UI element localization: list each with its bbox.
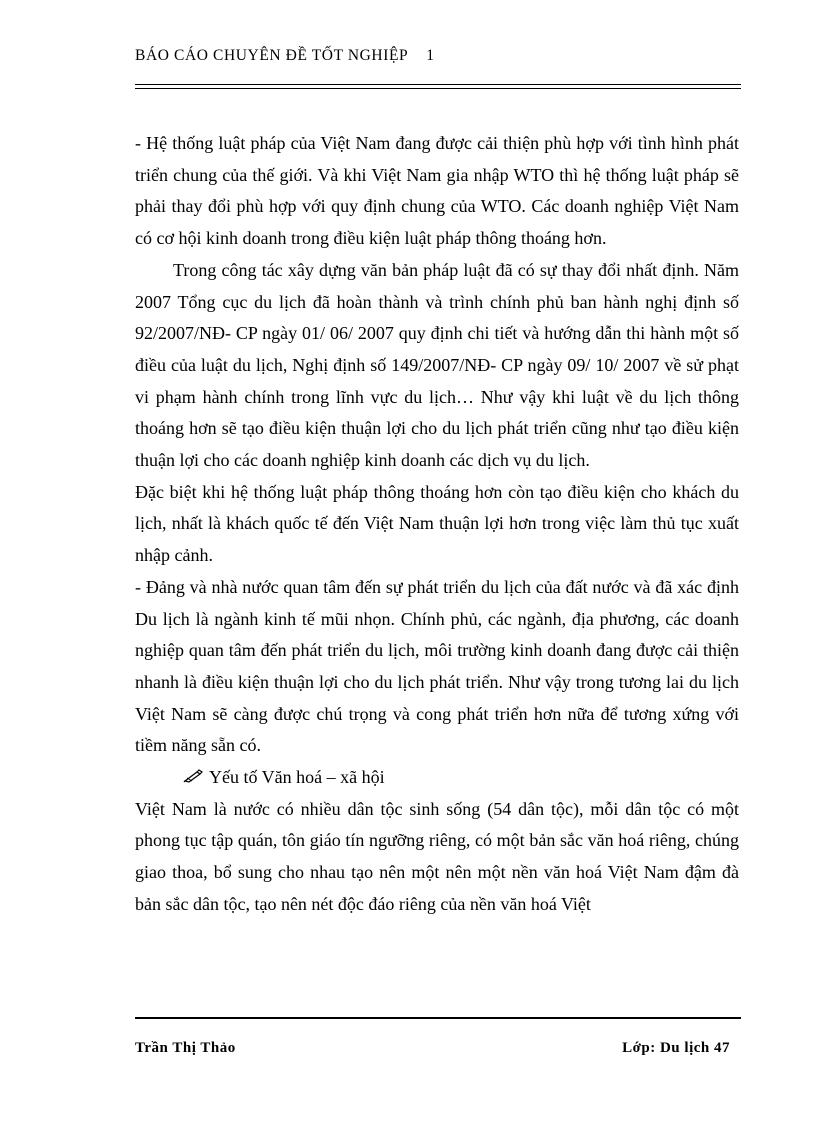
footer-rule [135, 1017, 741, 1019]
paragraph-legislation: Trong công tác xây dựng văn bản pháp luật đã có sự thay đổi nhất định. Năm 2007 Tổng cục du lịch đã hoàn thành và trình chính phủ ban hành nghị định số 92/2007/NĐ- CP ngày 01/ 06/ 2007 quy định chi tiết và hướng dẫn thi hành một số điều của luật du lịch, Nghị định số 149/2007/NĐ- CP ngày 09/ 10/ 2007 về sử phạt vi phạm hành chính trong lĩnh vực du lịch… Như vậy khi luật về du lịch thông thoáng hơn sẽ tạo điều kiện thuận lợi cho du lịch phát triển cũng như tạo điều kiện thuận lợi cho các doanh nghiệp kinh doanh các dịch vụ du lịch. [135, 259, 739, 471]
document-body [135, 128, 739, 921]
section-subheading [135, 762, 739, 794]
writing-hand-icon [183, 762, 203, 794]
header-title: BÁO CÁO CHUYÊN ĐỀ TỐT NGHIỆP [135, 47, 409, 64]
paragraph-party-state: - Đảng và nhà nước quan tâm đến sự phát triển du lịch của đất nước và đã xác định Du lịch là ngành kinh tế mũi nhọn. Chính phủ, các ngành, địa phương, các doanh nghiệp quan tâm đến phát triển du lịch, môi trường kinh doanh đang được cải thiện nhanh là điều kiện thuận lợi cho du lịch phát triển. Như vậy trong tương lai du lịch Việt Nam sẽ càng được chú trọng và cong phát triển hơn nữa để tương xứng với tiềm năng sẵn có. [135, 576, 739, 756]
header-rule-bottom [135, 88, 741, 89]
page-header [135, 47, 741, 65]
header-page-number: 1 [426, 47, 435, 64]
paragraph-culture: Việt Nam là nước có nhiều dân tộc sinh sống (54 dân tộc), mỗi dân tộc có một phong tục tập quán, tôn giáo tín ngưỡng riêng, có một bản sắc văn hoá riêng, chúng giao thoa, bổ sung cho nhau tạo nên một nên một nền văn hoá Việt Nam đậm đà bản sắc dân tộc, tạo nên nét độc đáo riêng của nền văn hoá Việt [135, 798, 739, 914]
header-rule-top [135, 84, 741, 85]
paragraph-immigration: Đặc biệt khi hệ thống luật pháp thông thoáng hơn còn tạo điều kiện cho khách du lịch, nhất là khách quốc tế đến Việt Nam thuận lợi hơn trong việc làm thủ tục xuất nhập cảnh. [135, 481, 739, 566]
footer-class: Lớp: Du lịch 47 [622, 1040, 730, 1056]
footer-author: Trần Thị Thảo [135, 1040, 236, 1056]
paragraph-legal-system: - Hệ thống luật pháp của Việt Nam đang được cải thiện phù hợp với tình hình phát triển chung của thế giới. Và khi Việt Nam gia nhập WTO thì hệ thống luật pháp sẽ phải thay đổi phù hợp với quy định chung của WTO. Các doanh nghiệp Việt Nam có cơ hội kinh doanh trong điều kiện luật pháp thông thoáng hơn. [135, 133, 739, 249]
subheading-text: Yếu tố Văn hoá – xã hội [209, 767, 385, 788]
